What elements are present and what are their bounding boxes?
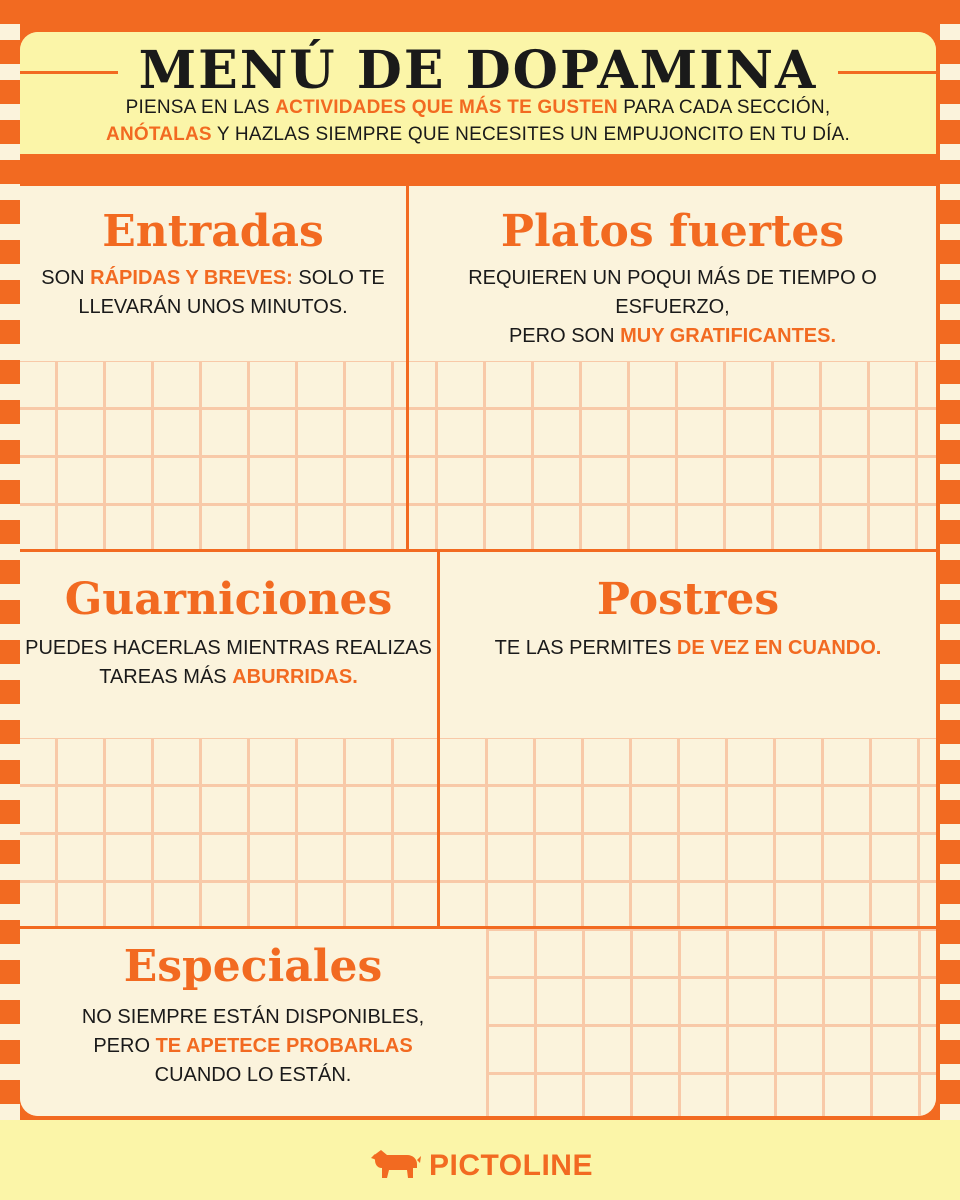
section-entradas [20,186,406,549]
desc-part: TAREAS MÁS [99,666,233,688]
divider [20,549,936,552]
desc-part: REQUIEREN UN POQUI MÁS DE TIEMPO O ESFUERZO, [468,267,877,318]
divider [20,926,936,929]
writing-grid[interactable] [409,361,936,549]
section-description [440,634,936,663]
desc-part: PERO [93,1035,156,1057]
divider [406,186,409,552]
desc-part: PERO SON [508,325,621,347]
desc-highlight: TE APETECE PROBARLAS [155,1035,413,1057]
section-description [20,634,437,692]
desc-highlight: MUY GRATIFICANTES. [620,325,837,347]
writing-grid[interactable] [20,738,437,926]
section-description [20,264,406,322]
intro-part: Y HAZLAS SIEMPRE QUE NECESITES UN EMPUJONCITO EN TU DÍA. [211,124,850,145]
desc-highlight: RÁPIDAS Y BREVES: [90,267,293,289]
intro-highlight: ANÓTALAS [106,124,212,145]
intro-text [20,94,936,148]
left-stripe-border [0,0,20,1200]
desc-part: CUANDO LO ESTÁN. [154,1064,352,1086]
section-postres [440,552,936,926]
desc-part: LLEVARÁN UNOS MINUTOS. [78,296,348,318]
section-platos-fuertes [409,186,936,549]
intro-part: PIENSA EN LAS [125,97,276,118]
section-title: Especiales [123,941,383,992]
section-title: Guarniciones [64,574,393,625]
section-description [409,264,936,351]
divider [437,552,440,929]
intro-part: PARA CADA SECCIÓN, [617,97,831,118]
desc-part: SON [41,267,91,289]
footer [0,1120,960,1200]
desc-part: PUEDES HACERLAS MIENTRAS REALIZAS [25,637,432,659]
writing-grid[interactable] [20,361,406,549]
header-band [20,154,936,186]
section-title: Platos fuertes [500,206,845,257]
section-guarniciones [20,552,437,926]
dog-icon [367,1146,421,1185]
desc-part: NO SIEMPRE ESTÁN DISPONIBLES, [81,1006,425,1028]
section-especiales [20,929,936,1116]
header [20,32,936,154]
menu-sheet [20,32,936,1116]
desc-highlight: ABURRIDAS. [232,666,358,688]
desc-part: TE LAS PERMITES [494,637,677,659]
section-description [20,1003,486,1090]
right-stripe-border [940,0,960,1200]
writing-grid[interactable] [486,929,936,1116]
page-title: MENÚ DE DOPAMINA [138,40,818,101]
intro-highlight: ACTIVIDADES QUE MÁS TE GUSTEN [275,97,618,118]
desc-part: SOLO TE [292,267,385,289]
section-title: Postres [596,574,780,625]
writing-grid[interactable] [440,738,936,926]
section-title: Entradas [102,206,324,257]
brand-logo [0,1146,960,1185]
desc-highlight: DE VEZ EN CUANDO. [676,637,882,659]
brand-name: PICTOLINE [429,1148,593,1182]
